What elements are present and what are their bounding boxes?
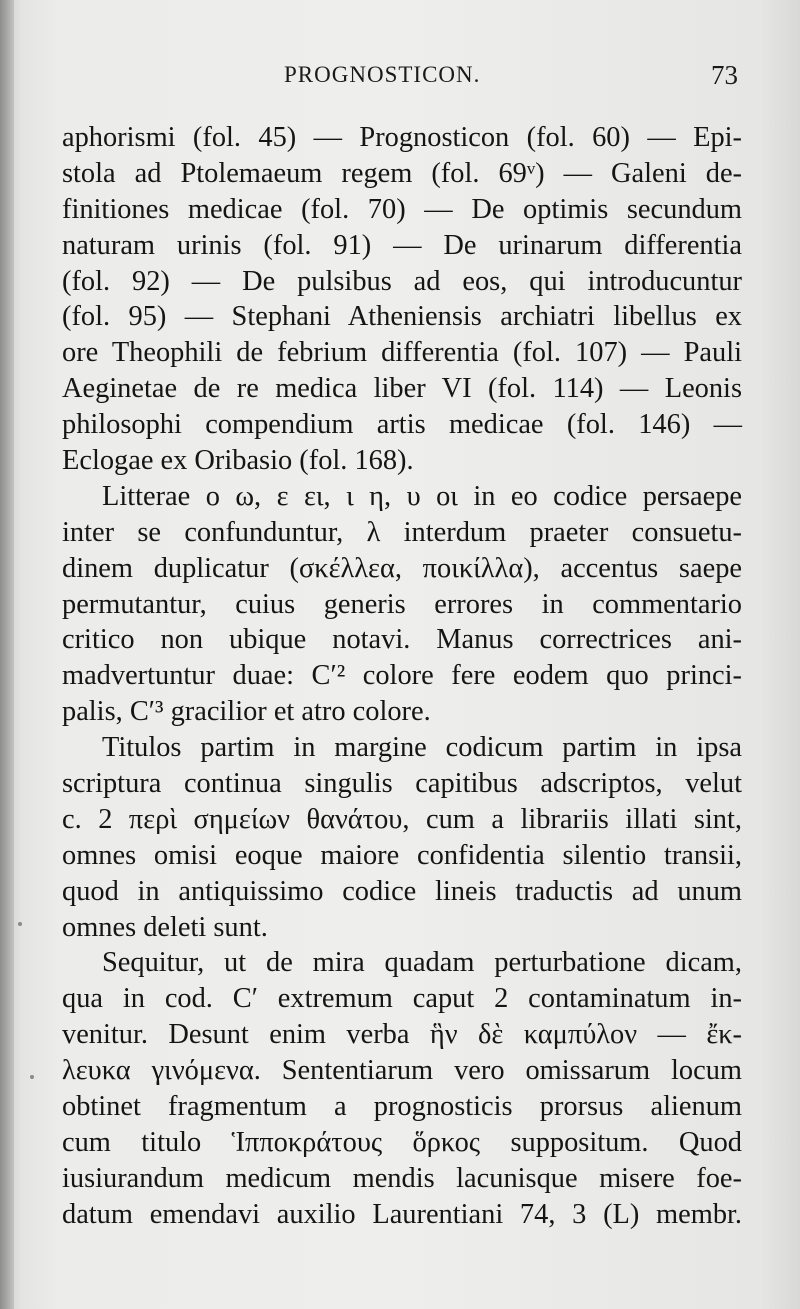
text-line: venitur. Desunt enim verba ἣν δὲ καμπύλον — ἔκ- — [62, 1019, 742, 1051]
text-line: iusiurandum medicum mendis lacunisque misere foe- — [62, 1162, 742, 1194]
text-line: omnes deleti sunt. — [62, 911, 268, 943]
text-line: (fol. 95) — Stephani Atheniensis archiatri libellus ex — [62, 301, 742, 333]
text-line: obtinet fragmentum a prognosticis prorsus alienum — [62, 1091, 742, 1123]
text-line: cum titulo Ἱπποκράτους ὅρκος suppositum. Quod — [62, 1126, 742, 1158]
text-line: inter se confunduntur, λ interdum praeter consuetu- — [62, 516, 742, 548]
text-line: ore Theophili de febrium differentia (fol. 107) — Pauli — [62, 337, 742, 369]
text-line: philosophi compendium artis medicae (fol. 146) — — [62, 409, 742, 441]
text-line: finitiones medicae (fol. 70) — De optimis secundum — [62, 193, 742, 225]
page-number: 73 — [711, 60, 738, 90]
text-line: Eclogae ex Oribasio (fol. 168). — [62, 445, 414, 477]
text-line: Sequitur, ut de mira quadam perturbatione dicam, — [102, 947, 742, 979]
margin-speck — [18, 922, 22, 926]
text-line: quod in antiquissimo codice lineis traductis ad unum — [62, 875, 742, 907]
text-line: (fol. 92) — De pulsibus ad eos, qui introducuntur — [62, 265, 742, 297]
text-line: dinem duplicatur (σκέλλεα, ποικίλλα), accentus saepe — [62, 552, 742, 584]
text-line: scriptura continua singulis capitibus adscriptos, velut — [62, 768, 742, 800]
text-line: madvertuntur duae: C′² colore fere eodem quo princi- — [62, 660, 742, 692]
text-line: Litterae ο ω, ε ει, ι η, υ οι in eo codice persaepe — [102, 480, 742, 512]
text-line: λευκα γινόμενα. Sententiarum vero omissarum locum — [62, 1055, 742, 1087]
text-line: Titulos partim in margine codicum partim in ipsa — [102, 732, 742, 764]
text-line: palis, C′³ gracilior et atro colore. — [62, 696, 431, 728]
text-line: naturam urinis (fol. 91) — De urinarum differentia — [62, 229, 742, 261]
body-text — [62, 120, 742, 1233]
running-head: PROGNOSTICON. — [284, 62, 481, 87]
text-line: Aeginetae de re medica liber VI (fol. 114) — Leonis — [62, 373, 742, 405]
text-line: qua in cod. C′ extremum caput 2 contaminatum in- — [62, 983, 742, 1015]
text-line: aphorismi (fol. 45) — Prognosticon (fol. 60) — Epi- — [62, 122, 742, 153]
text-line: omnes omisi eoque maiore confidentia silentio transii, — [62, 839, 742, 871]
page-header — [100, 60, 740, 100]
text-line: c. 2 περὶ σημείων θανάτου, cum a librariis illati sint, — [62, 803, 742, 835]
text-line: stola ad Ptolemaeum regem (fol. 69ᵛ) — Galeni de- — [62, 157, 742, 189]
page-gutter-shadow — [0, 0, 14, 1309]
text-line: critico non ubique notavi. Manus correctrices ani- — [62, 624, 742, 656]
text-line: datum emendavi auxilio Laurentiani 74, 3 (L) membr. — [62, 1198, 742, 1230]
text-line: permutantur, cuius generis errores in commentario — [62, 588, 742, 620]
margin-speck — [30, 1075, 34, 1079]
